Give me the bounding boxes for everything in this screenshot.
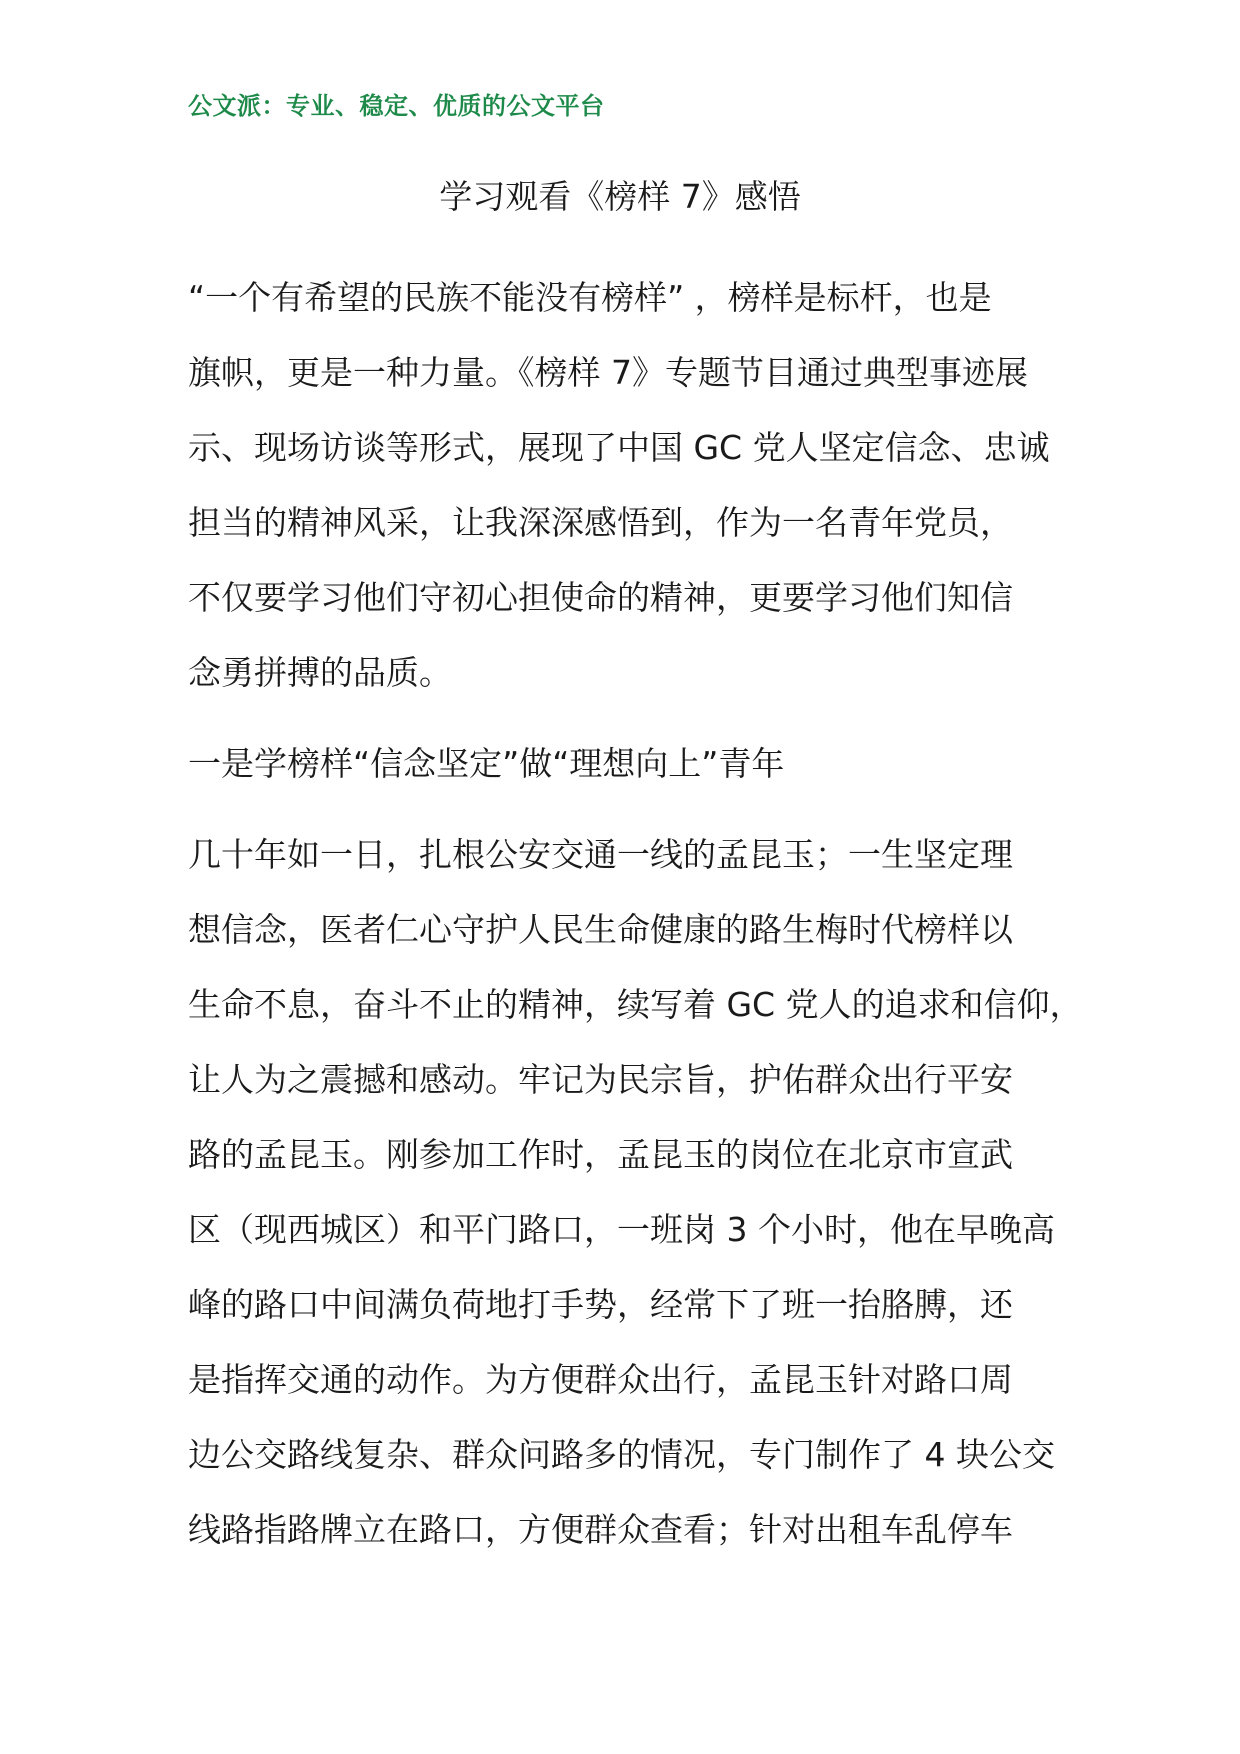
text-line: “一个有希望的民族不能没有榜样” ，榜样是标杆，也是 (188, 278, 992, 317)
text-line: 想信念，医者仁心守护人民生命健康的路生梅时代榜样以 (188, 910, 1013, 949)
section-heading: 一是学榜样“信念坚定”做“理想向上”青年 (188, 744, 785, 783)
text-line: 边公交路线复杂、群众问路多的情况，专门制作了 4 块公交 (188, 1435, 1055, 1474)
text-line: 区（现西城区）和平门路口，一班岗 3 个小时，他在早晚高 (188, 1210, 1055, 1249)
text-line: 几十年如一日，扎根公安交通一线的孟昆玉；一生坚定理 (188, 835, 1013, 874)
section-paragraph (188, 817, 1088, 1567)
text-line: 路的孟昆玉。刚参加工作时，孟昆玉的岗位在北京市宣武 (188, 1135, 1013, 1174)
document-title: 学习观看《榜样 7》感悟 (439, 177, 801, 216)
document-body (188, 260, 1088, 1567)
intro-paragraph (188, 260, 1088, 710)
text-line: 是指挥交通的动作。为方便群众出行，孟昆玉针对路口周 (188, 1360, 1013, 1399)
text-line: 示、现场访谈等形式，展现了中国 GC 党人坚定信念、忠诚 (188, 428, 1050, 467)
text-line: 生命不息，奋斗不止的精神，续写着 GC 党人的追求和信仰， (188, 985, 1083, 1024)
text-line: 担当的精神风采，让我深深感悟到，作为一名青年党员， (188, 503, 1013, 542)
text-line: 让人为之震撼和感动。牢记为民宗旨，护佑群众出行平安 (188, 1060, 1013, 1099)
text-line: 不仅要学习他们守初心担使命的精神，更要学习他们知信 (188, 578, 1013, 617)
text-line: 念勇拼搏的品质。 (188, 653, 452, 692)
text-line: 线路指路牌立在路口，方便群众查看；针对出租车乱停车 (188, 1510, 1013, 1549)
text-line: 峰的路口中间满负荷地打手势，经常下了班一抬胳膊，还 (188, 1285, 1013, 1324)
text-line: 旗帜，更是一种力量。《榜样 7》专题节目通过典型事迹展 (188, 353, 1028, 392)
header-brand: 公文派：专业、稳定、优质的公文平台 (188, 91, 605, 120)
